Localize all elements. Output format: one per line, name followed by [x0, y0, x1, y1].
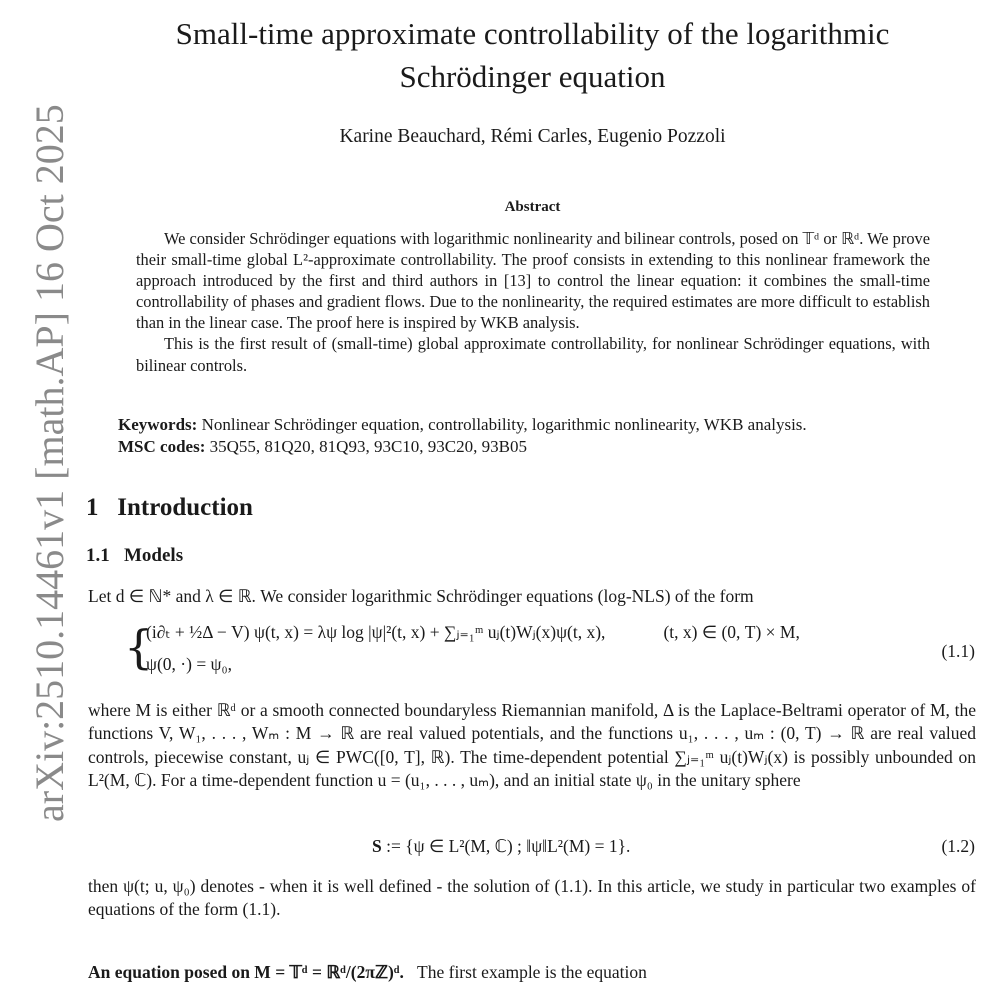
equation-number-1-2: (1.2) — [941, 836, 975, 856]
subsection-title: Models — [124, 545, 184, 566]
keywords: Nonlinear Schrödinger equation, controllability, logarithmic nonlinearity, WKB analysis. — [201, 415, 807, 434]
section-heading — [86, 494, 253, 522]
keywords-label: Keywords: — [118, 415, 198, 434]
title-line-2: Schrödinger equation — [399, 59, 666, 94]
arxiv-identifier: arXiv:2510.14461v1 [math.AP] 16 Oct 2025 — [27, 104, 72, 822]
keywords-block — [118, 414, 988, 458]
abstract-paragraph-1: We consider Schrödinger equations with logarithmic nonlinearity and bilinear controls, posed on 𝕋ᵈ or ℝᵈ. We prove their small-time global L²-approximate controllability. The proof consists in extending to this nonlinear framework the approach introduced by the first and third authors in [13] to control the linear equation: it combines the small-time controllability of phases and gradient flows. Due to the nonlinearity, the required estimates are more difficult to establish than in the linear case. The proof here is inspired by WKB analysis. — [136, 229, 930, 333]
example-text: The first example is the equation — [417, 962, 647, 982]
equation-line-2: ψ(0, ·) = ψ₀, — [146, 654, 232, 674]
equation-1-2: S := {ψ ∈ L²(M, ℂ) ; ‖ψ‖L²(M) = 1}. — [372, 836, 631, 856]
section-title: Introduction — [117, 494, 253, 521]
paragraph-2: where M is either ℝᵈ or a smooth connected boundaryless Riemannian manifold, Δ is the Laplace-Beltrami operator of M, the functions V, W₁, . . . , Wₘ : M → ℝ are real valued potentials, and the functions u₁, . . . , uₘ : (0, T) → ℝ are real valued controls, piecewise constant, uⱼ ∈ PWC([0, T], ℝ). The time-dependent potential ∑ⱼ₌₁ᵐ uⱼ(t)Wⱼ(x) is possibly unbounded on L²(M, ℂ). For a time-dependent function u = (u₁, . . . , uₘ), and an initial state ψ₀ in the unitary sphere — [88, 700, 976, 790]
intro-text: Let d ∈ ℕ* and λ ∈ ℝ. We consider logarithmic Schrödinger equations (log-NLS) of the form — [88, 586, 754, 606]
msc-codes: 35Q55, 81Q20, 81Q93, 93C10, 93C20, 93B05 — [209, 437, 527, 456]
abstract-paragraph-2: This is the first result of (small-time) global approximate controllability, for nonlinear Schrödinger equations, with bilinear controls. — [136, 334, 930, 375]
example-heading-paragraph — [88, 961, 976, 984]
example-heading: An equation posed on M = 𝕋ᵈ = ℝᵈ/(2πℤ)ᵈ. — [88, 962, 404, 982]
equation-domain: (t, x) ∈ (0, T) × M, — [663, 622, 800, 642]
paper-title — [140, 12, 925, 98]
authors: Karine Beauchard, Rémi Carles, Eugenio Pozzoli — [339, 126, 726, 147]
section-number: 1 — [86, 494, 99, 521]
abstract-heading: Abstract — [504, 199, 561, 215]
unit-sphere-symbol: S — [372, 836, 382, 856]
title-line-1: Small-time approximate controllability of the logarithmic — [175, 16, 890, 51]
equation-number-1-1: (1.1) — [941, 641, 975, 661]
subsection-number: 1.1 — [86, 545, 110, 566]
paragraph-3: then ψ(t; u, ψ₀) denotes - when it is well defined - the solution of (1.1). In this article, we study in particular two examples of equations of the form (1.1). — [88, 876, 976, 920]
subsection-heading — [86, 545, 183, 567]
msc-label: MSC codes: — [118, 437, 206, 456]
equation-line-1: (i∂ₜ + ½Δ − V) ψ(t, x) = λψ log |ψ|²(t, x) + ∑ⱼ₌₁ᵐ uⱼ(t)Wⱼ(x)ψ(t, x), (t, x) ∈ (0, T) × M, — [146, 622, 800, 642]
equation-brace: { — [124, 620, 154, 674]
abstract — [136, 228, 930, 376]
